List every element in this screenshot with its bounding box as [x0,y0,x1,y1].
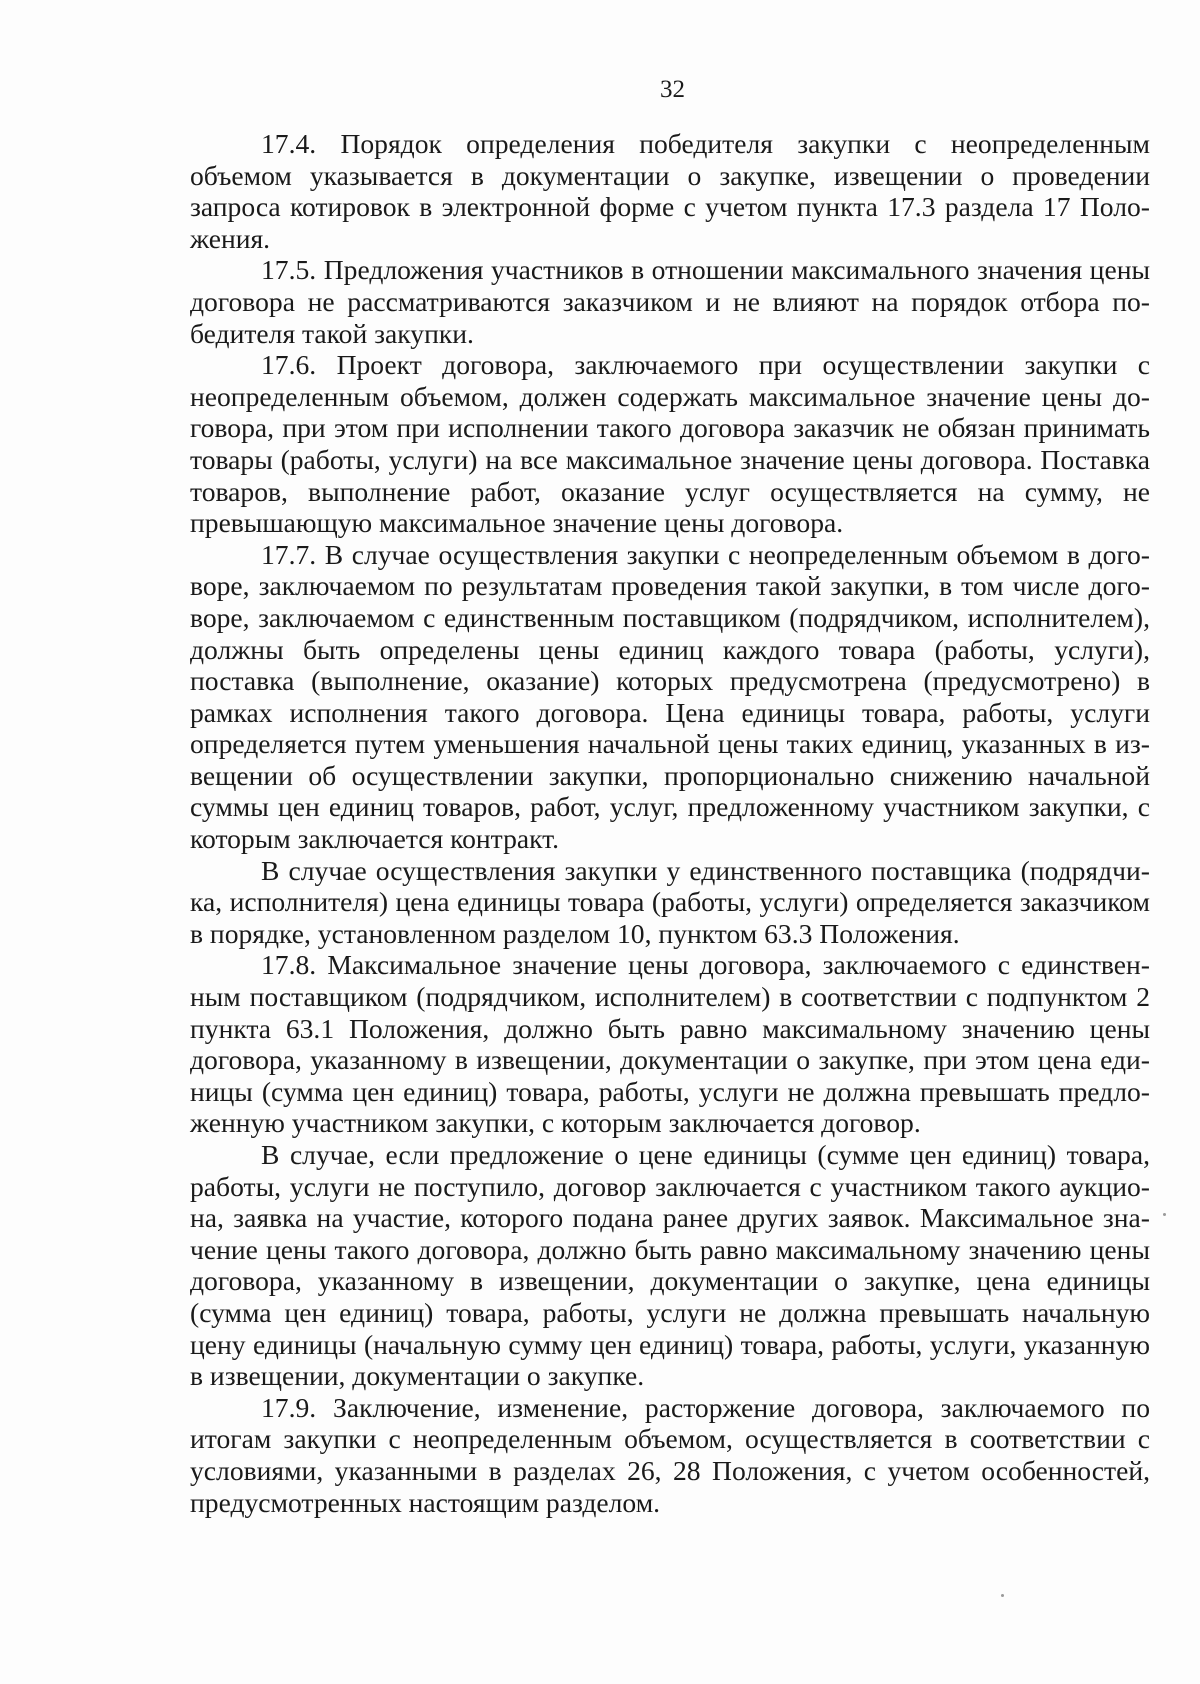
paragraph-17-6: 17.6. Проект договора, заключаемого при осуществлении закупки с неопределенным объемом, должен содержать максимальное значение цены договора, при этом при исполнении такого договора заказчик не обязан принимать товары (работы, услуги) на все максимальное значение цены договора. Поставка товаров, выполнение работ, оказание услуг осуществляется на сумму, не превышающую максимальное значение цены договора. [190,349,1150,539]
paragraph-17-7: 17.7. В случае осуществления закупки с неопределенным объемом в договоре, заключаемом по результатам проведения такой закупки, в том числе договоре, заключаемом с единственным поставщиком (подрядчиком, исполнителем), должны быть определены цены единиц каждого товара (работы, услуги), поставка (выполнение, оказание) которых предусмотрена (предусмотрено) в рамках исполнения такого договора. Цена единицы товара, работы, услуги определяется путем уменьшения начальной цены таких единиц, указанных в извещении об осуществлении закупки, пропорционально снижению начальной суммы цен единиц товаров, работ, услуг, предложенному участником закупки, с которым заключается контракт. [190,538,1150,855]
paragraph-17-7-sole-supplier: В случае осуществления закупки у единственного поставщика (подрядчика, исполнителя) цена единицы товара (работы, услуги) определяется заказчиком в порядке, установленном разделом 10, пунктом 63.3 Положения. [190,854,1150,949]
document-body [190,128,1150,1518]
scan-speck [1163,1213,1166,1216]
paragraph-17-4: 17.4. Порядок определения победителя закупки с неопределенным объемом указывается в документации о закупке, извещении о проведении запроса котировок в электронной форме с учетом пункта 17.3 раздела 17 Положения. [190,128,1150,254]
paragraph-17-8-no-offer: В случае, если предложение о цене единицы (сумме цен единиц) товара, работы, услуги не поступило, договор заключается с участником такого аукциона, заявка на участие, которого подана ранее других заявок. Максимальное значение цены такого договора, должно быть равно максимальному значению цены договора, указанному в извещении, документации о закупке, цена единицы (сумма цен единиц) товара, работы, услуги не должна превышать начальную цену единицы (начальную сумму цен единиц) товара, работы, услуги, указанную в извещении, документации о закупке. [190,1139,1150,1392]
page-number: 32 [660,76,685,103]
scan-speck [1001,1594,1004,1597]
paragraph-17-8: 17.8. Максимальное значение цены договора, заключаемого с единственным поставщиком (подрядчиком, исполнителем) в соответствии с подпунктом 2 пункта 63.1 Положения, должно быть равно максимальному значению цены договора, указанному в извещении, документации о закупке, при этом цена единицы (сумма цен единиц) товара, работы, услуги не должна превышать предложенную участником закупки, с которым заключается договор. [190,949,1150,1139]
paragraph-17-5: 17.5. Предложения участников в отношении максимального значения цены договора не рассматриваются заказчиком и не влияют на порядок отбора победителя такой закупки. [190,254,1150,349]
paragraph-17-9: 17.9. Заключение, изменение, расторжение договора, заключаемого по итогам закупки с неопределенным объемом, осуществляется в соответствии с условиями, указанными в разделах 26, 28 Положения, с учетом особенностей, предусмотренных настоящим разделом. [190,1391,1150,1518]
